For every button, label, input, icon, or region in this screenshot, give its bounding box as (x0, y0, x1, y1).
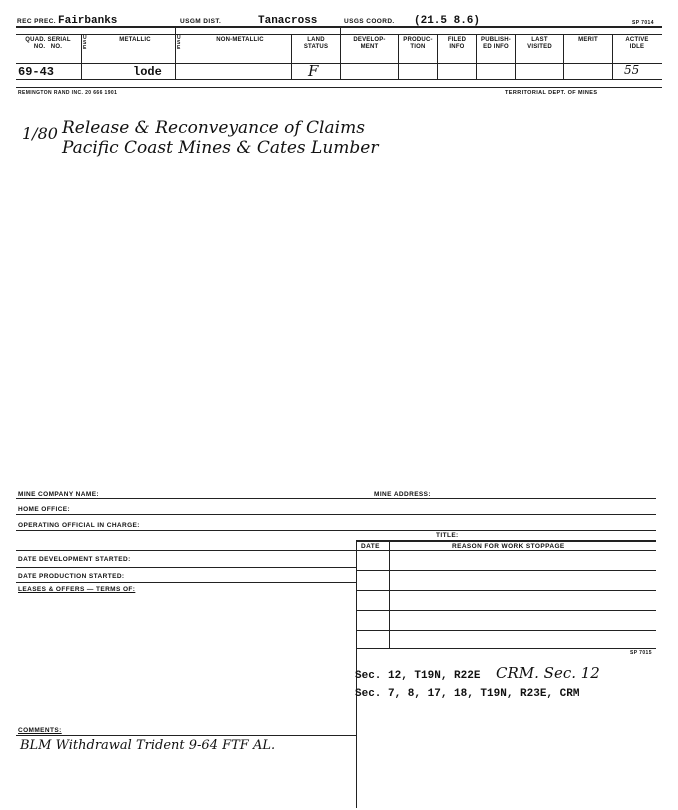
handwritten-notes (0, 110, 678, 170)
col-use-2: U S E (177, 35, 181, 51)
metallic-value: lode (133, 65, 162, 79)
col-land-status: LAND STATUS (303, 37, 329, 50)
usgm-dist-value: Tanacross (258, 15, 318, 27)
location-line-2: Sec. 7, 8, 17, 18, T19N, R23E, CRM (355, 688, 580, 700)
col-published-info: PUBLISH- ED INFO (481, 37, 511, 50)
operating-official-label: OPERATING OFFICIAL IN CHARGE: (18, 522, 140, 529)
col-last-visited: LAST VISITED (527, 37, 552, 50)
reason-column-header: REASON FOR WORK STOPPAGE (452, 543, 565, 550)
note-line-1: Release & Reconveyance of Claims (62, 118, 365, 138)
usgs-coord-label: USGS COORD. (344, 18, 395, 25)
record-card-header (0, 0, 678, 100)
comments-text: BLM Withdrawal Trident 9-64 FTF AL. (20, 738, 276, 753)
card-footer-right: TERRITORIAL DEPT. OF MINES (505, 90, 598, 96)
usgs-coord-value: (21.5 8.6) (414, 15, 481, 27)
date-development-label: DATE DEVELOPMENT STARTED: (18, 556, 131, 563)
col-use-1: U S E (83, 35, 87, 51)
col-filed-info: FILED INFO (447, 37, 467, 50)
col-merit: MERIT (578, 37, 598, 43)
form-number-top: SP 7014 (632, 20, 654, 26)
mine-info-form (0, 480, 678, 810)
title-label: TITLE: (436, 532, 459, 539)
note-prefix: 1/80 (22, 124, 58, 143)
home-office-label: HOME OFFICE: (18, 506, 71, 513)
comments-label: COMMENTS: (18, 727, 62, 734)
location-line-1-note: CRM. Sec. 12 (496, 664, 600, 682)
col-active-idle: ACTIVE IDLE (625, 37, 649, 50)
date-production-label: DATE PRODUCTION STARTED: (18, 573, 125, 580)
location-line-1: Sec. 12, T19N, R22E (355, 670, 481, 682)
note-line-2: Pacific Coast Mines & Cates Lumber (62, 138, 379, 158)
card-footer-left: REMINGTON RAND INC. 20 666 1901 (18, 90, 118, 96)
mine-address-label: MINE ADDRESS: (374, 491, 431, 498)
date-column-header: DATE (361, 543, 380, 550)
rec-prec-value: Fairbanks (58, 15, 118, 27)
rec-prec-label: REC PREC. (17, 18, 56, 25)
leases-label: LEASES & OFFERS — TERMS OF: (18, 586, 136, 593)
col-development: DEVELOP- MENT (353, 37, 386, 50)
col-metallic: METALLIC (119, 37, 151, 43)
col-non-metallic: NON-METALLIC (216, 37, 264, 43)
land-status-value: F (308, 62, 319, 80)
form-number-bottom: SP 7015 (630, 650, 652, 656)
col-production: PRODUC- TION (403, 37, 433, 50)
usgm-dist-label: USGM DIST. (180, 18, 222, 25)
active-idle-value: 55 (624, 63, 640, 77)
quad-serial-value: 69-43 (18, 65, 55, 79)
mine-company-name-label: MINE COMPANY NAME: (18, 491, 99, 498)
col-quad-serial: QUAD. SERIAL NO. NO. (25, 37, 71, 50)
